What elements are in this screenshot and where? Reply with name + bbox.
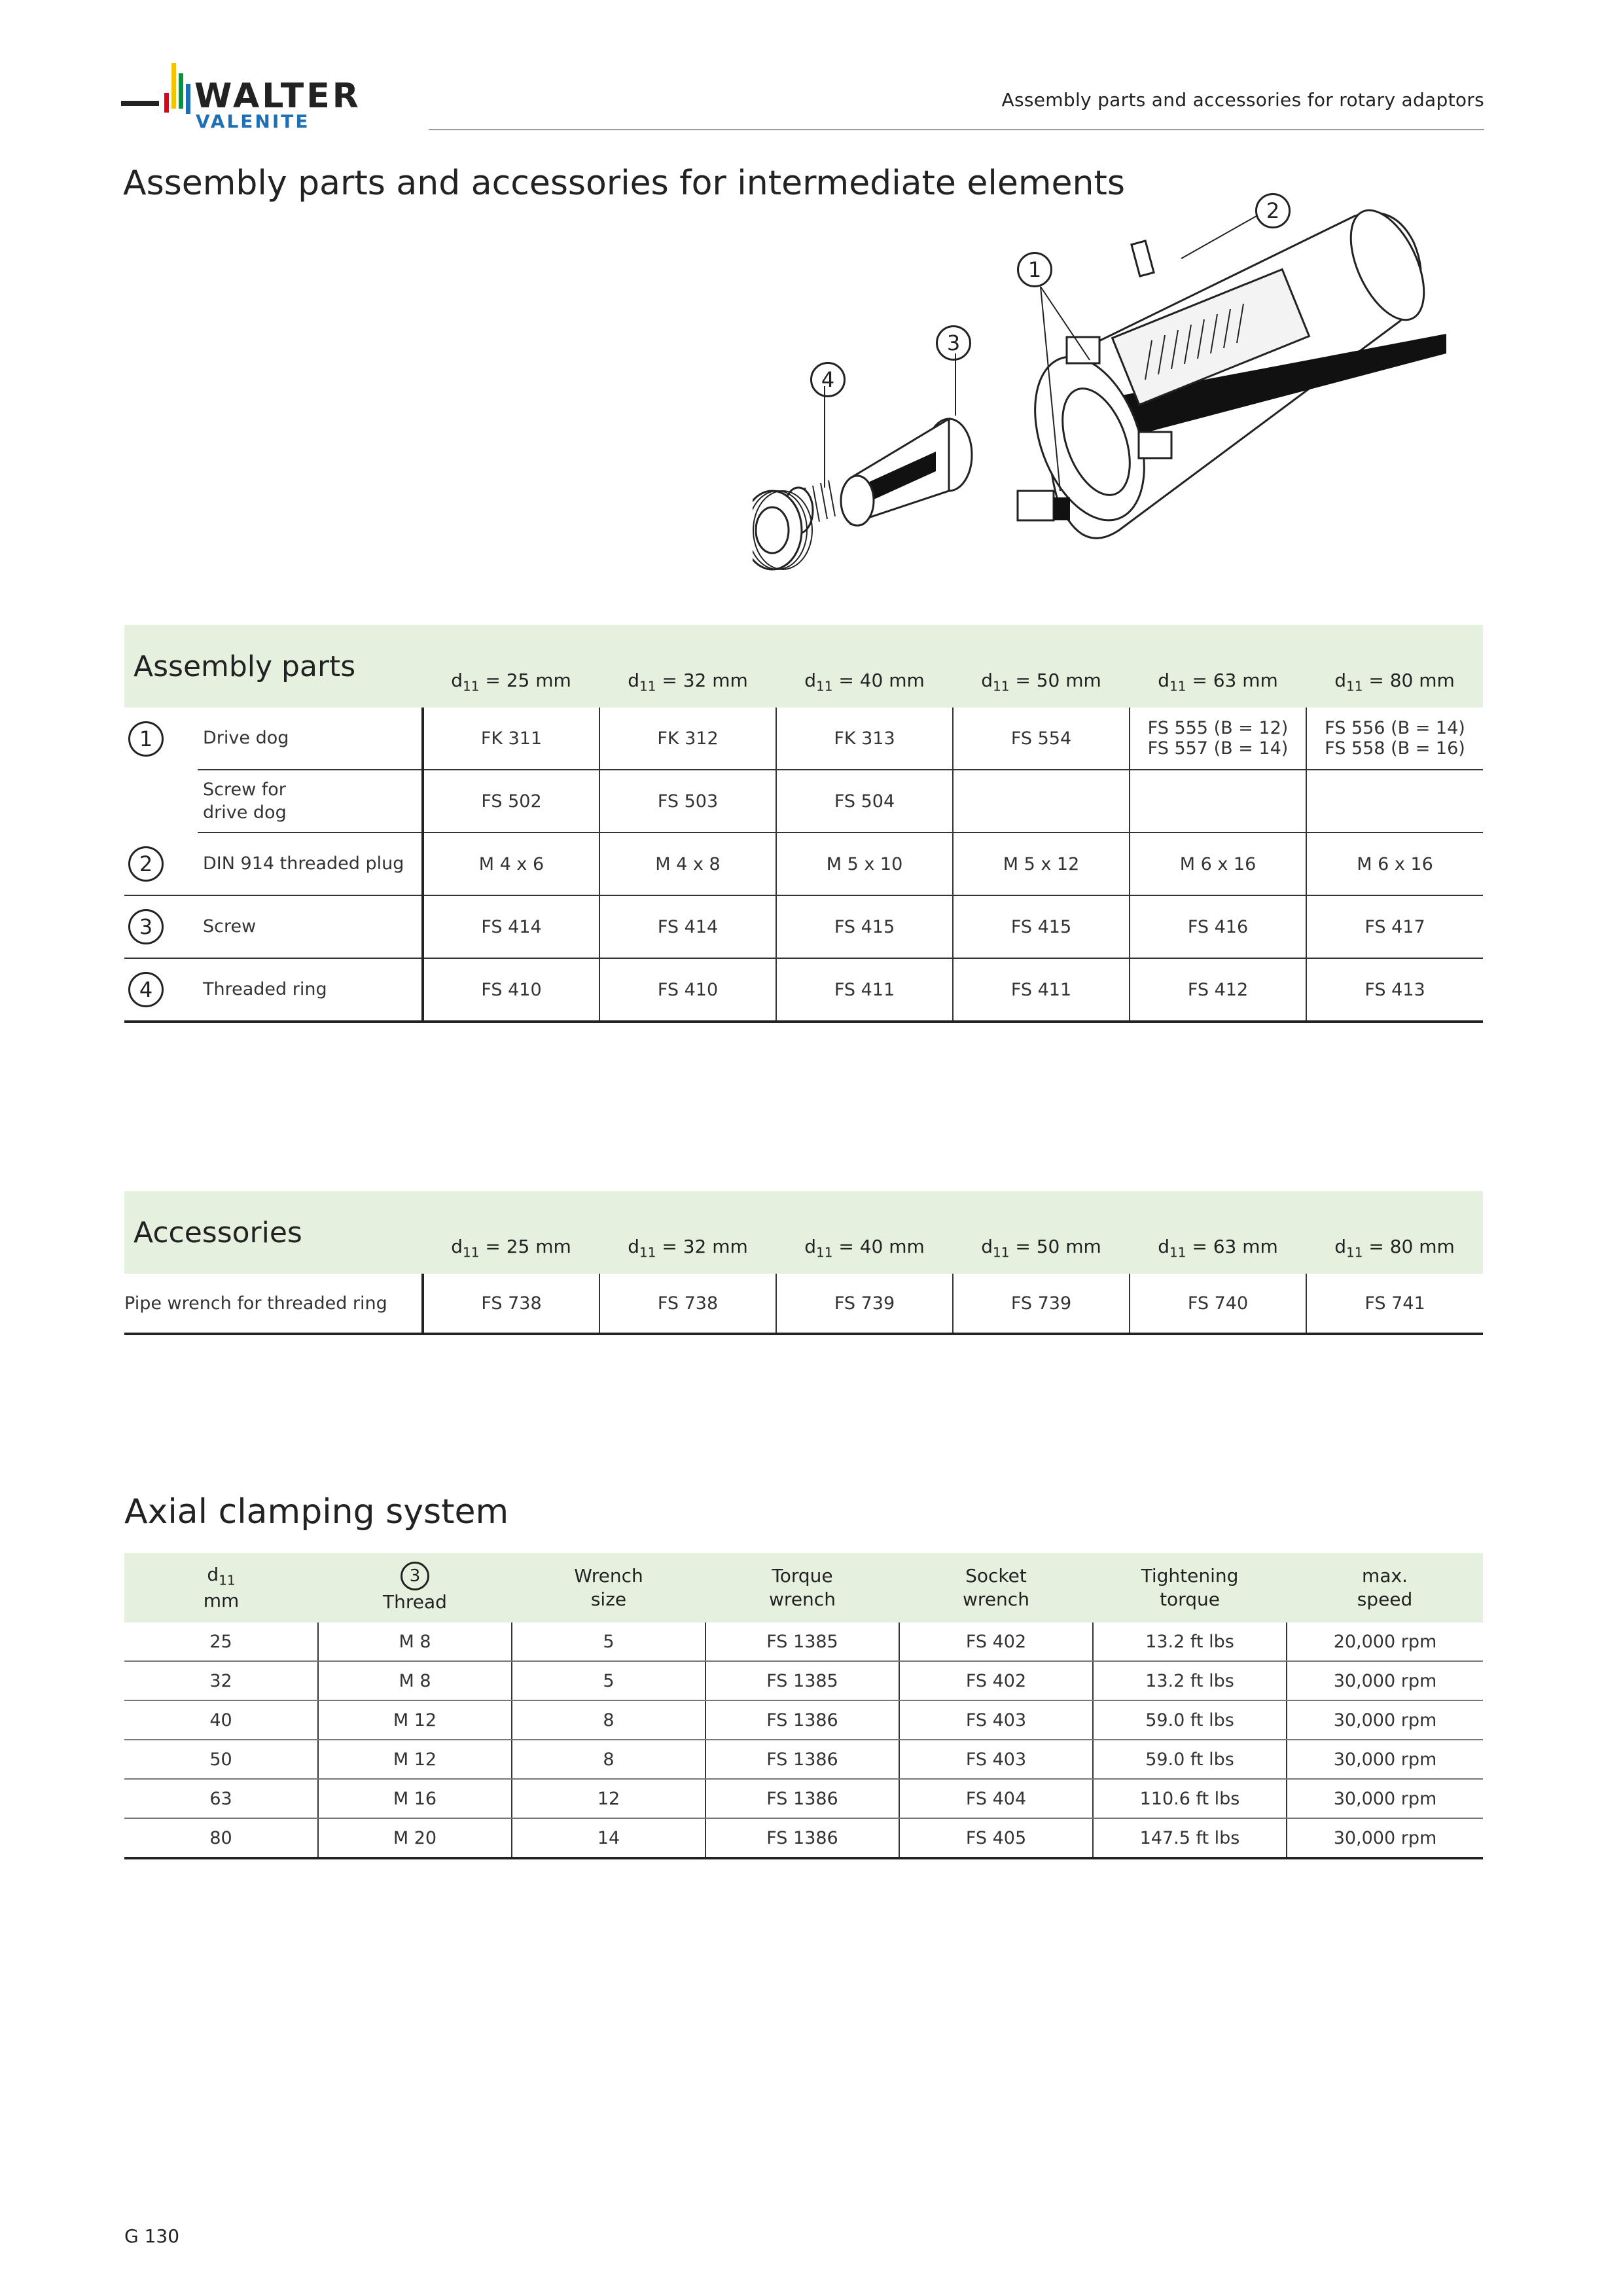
table-cell: 30,000 rpm <box>1287 1818 1483 1858</box>
col-header: $d_{11} = 25$ mm <box>423 1191 599 1274</box>
callout-4-icon: 4 <box>810 362 846 397</box>
table-cell: FS 504 <box>776 770 953 833</box>
col-header: $d_{11} = 80$ mm <box>1306 1191 1483 1274</box>
table-cell: 59.0 ft lbs <box>1093 1700 1287 1740</box>
table-cell: FS 502 <box>423 770 599 833</box>
exploded-assembly-illustration <box>753 190 1525 596</box>
col-header: $d_{11} = 63$ mm <box>1130 625 1306 708</box>
table-cell: 59.0 ft lbs <box>1093 1740 1287 1779</box>
table-cell: FS 739 <box>776 1274 953 1334</box>
table-cell: M 6 x 16 <box>1306 833 1483 895</box>
table-row <box>124 708 1483 770</box>
table-row <box>124 770 1483 833</box>
table-cell: 13.2 ft lbs <box>1093 1623 1287 1661</box>
callout-1-icon: 1 <box>1017 252 1052 287</box>
table-cell: 5 <box>512 1661 705 1700</box>
table-cell: 63 <box>124 1779 318 1818</box>
table-cell: FS 403 <box>899 1740 1093 1779</box>
col-header: Socket wrench <box>899 1553 1093 1623</box>
accessories-title: Accessories <box>124 1191 423 1274</box>
col-header: Wrench size <box>512 1553 705 1623</box>
table-cell: M 4 x 6 <box>423 833 599 895</box>
table-cell: 40 <box>124 1700 318 1740</box>
accessory-label: Pipe wrench for threaded ring <box>124 1274 423 1334</box>
table-cell: FS 740 <box>1130 1274 1306 1334</box>
table-cell: FS 556 (B = 14) FS 558 (B = 16) <box>1306 708 1483 770</box>
header-divider <box>429 129 1484 130</box>
callout-4-icon: 4 <box>128 972 164 1007</box>
col-header: $d_{11} = 40$ mm <box>776 1191 953 1274</box>
table-cell: FS 415 <box>776 895 953 958</box>
col-header: Torque wrench <box>705 1553 899 1623</box>
page-title: Assembly parts and accessories for intermediate elements <box>123 164 1125 203</box>
assembly-parts-table <box>124 625 1483 1023</box>
callout-3-icon: 3 <box>128 909 164 944</box>
table-cell: 32 <box>124 1661 318 1700</box>
part-label: Screw for drive dog <box>198 770 423 833</box>
table-cell: FS 410 <box>599 958 776 1022</box>
table-cell: FS 415 <box>953 895 1130 958</box>
table-cell: 25 <box>124 1623 318 1661</box>
table-cell: M 6 x 16 <box>1130 833 1306 895</box>
table-cell: M 8 <box>318 1623 512 1661</box>
table-cell: FS 410 <box>423 958 599 1022</box>
table-cell: 80 <box>124 1818 318 1858</box>
table-cell: M 4 x 8 <box>599 833 776 895</box>
col-header: max. speed <box>1287 1553 1483 1623</box>
col-header: $d_{11} = 40$ mm <box>776 625 953 708</box>
table-cell: FS 1385 <box>705 1661 899 1700</box>
col-header: $d_{11} = 32$ mm <box>599 1191 776 1274</box>
callout-2-icon: 2 <box>1255 193 1291 228</box>
table-cell: FS 1386 <box>705 1779 899 1818</box>
table-cell: 30,000 rpm <box>1287 1779 1483 1818</box>
axial-clamping-table <box>124 1553 1483 1859</box>
table-cell: FS 554 <box>953 708 1130 770</box>
assembly-header-row <box>124 625 1483 708</box>
table-cell: M 16 <box>318 1779 512 1818</box>
table-cell: FS 1385 <box>705 1623 899 1661</box>
table-cell: 30,000 rpm <box>1287 1661 1483 1700</box>
table-cell: FS 402 <box>899 1623 1093 1661</box>
walter-valenite-logo <box>121 60 402 132</box>
table-cell: FS 414 <box>423 895 599 958</box>
axial-header-row <box>124 1553 1483 1623</box>
table-cell: FS 738 <box>423 1274 599 1334</box>
col-header: $d_{11} = 25$ mm <box>423 625 599 708</box>
table-cell: 30,000 rpm <box>1287 1700 1483 1740</box>
table-cell: FS 404 <box>899 1779 1093 1818</box>
table-cell: FS 503 <box>599 770 776 833</box>
table-cell: 147.5 ft lbs <box>1093 1818 1287 1858</box>
table-cell: 5 <box>512 1623 705 1661</box>
table-cell <box>1130 770 1306 833</box>
part-label: Threaded ring <box>198 958 423 1022</box>
callout-2-icon: 2 <box>128 846 164 882</box>
table-row <box>124 1274 1483 1334</box>
col-header: $d_{11}$ mm <box>124 1553 318 1623</box>
table-cell: FS 412 <box>1130 958 1306 1022</box>
table-cell: M 12 <box>318 1740 512 1779</box>
accessories-table <box>124 1191 1483 1335</box>
table-cell: M 12 <box>318 1700 512 1740</box>
col-header: $d_{11} = 50$ mm <box>953 625 1130 708</box>
part-label: Drive dog <box>198 708 423 770</box>
table-cell: 12 <box>512 1779 705 1818</box>
table-row <box>124 1623 1483 1661</box>
table-cell: M 5 x 10 <box>776 833 953 895</box>
table-cell: 14 <box>512 1818 705 1858</box>
table-cell: FS 738 <box>599 1274 776 1334</box>
col-header: 3 Thread <box>318 1553 512 1623</box>
col-header: Tightening torque <box>1093 1553 1287 1623</box>
table-cell: FS 555 (B = 12) FS 557 (B = 14) <box>1130 708 1306 770</box>
part-label: Screw <box>198 895 423 958</box>
table-cell: 110.6 ft lbs <box>1093 1779 1287 1818</box>
table-cell: 30,000 rpm <box>1287 1740 1483 1779</box>
col-header: $d_{11} = 80$ mm <box>1306 625 1483 708</box>
page-number: G 130 <box>124 2225 180 2247</box>
table-row <box>124 1661 1483 1700</box>
table-cell: FS 1386 <box>705 1818 899 1858</box>
table-row <box>124 1779 1483 1818</box>
table-cell: FK 313 <box>776 708 953 770</box>
table-cell: FS 411 <box>776 958 953 1022</box>
table-cell: FS 1386 <box>705 1700 899 1740</box>
header-title: Assembly parts and accessories for rotary adaptors <box>1001 89 1484 111</box>
table-cell: 50 <box>124 1740 318 1779</box>
table-row <box>124 1700 1483 1740</box>
col-header: $d_{11} = 63$ mm <box>1130 1191 1306 1274</box>
table-row <box>124 1818 1483 1858</box>
svg-text:WALTER: WALTER <box>194 77 361 116</box>
assembly-title: Assembly parts <box>124 625 423 708</box>
table-cell: FS 741 <box>1306 1274 1483 1334</box>
table-cell: M 5 x 12 <box>953 833 1130 895</box>
table-cell: FS 411 <box>953 958 1130 1022</box>
table-cell <box>1306 770 1483 833</box>
table-cell <box>953 770 1130 833</box>
col-header: $d_{11} = 32$ mm <box>599 625 776 708</box>
axial-section-title: Axial clamping system <box>124 1492 509 1532</box>
table-cell: FS 402 <box>899 1661 1093 1700</box>
table-cell: FK 312 <box>599 708 776 770</box>
table-cell: 8 <box>512 1740 705 1779</box>
col-header: $d_{11} = 50$ mm <box>953 1191 1130 1274</box>
table-cell: M 8 <box>318 1661 512 1700</box>
callout-1-icon: 1 <box>128 721 164 757</box>
table-cell: FS 1386 <box>705 1740 899 1779</box>
table-cell: 8 <box>512 1700 705 1740</box>
table-cell: FS 414 <box>599 895 776 958</box>
table-cell: FS 405 <box>899 1818 1093 1858</box>
table-cell: FS 413 <box>1306 958 1483 1022</box>
table-cell: M 20 <box>318 1818 512 1858</box>
table-cell: 20,000 rpm <box>1287 1623 1483 1661</box>
table-cell: FS 739 <box>953 1274 1130 1334</box>
table-cell: 13.2 ft lbs <box>1093 1661 1287 1700</box>
table-row <box>124 1740 1483 1779</box>
table-row <box>124 895 1483 958</box>
callout-3-icon: 3 <box>401 1562 429 1590</box>
table-row <box>124 958 1483 1022</box>
table-row <box>124 833 1483 895</box>
accessories-header-row <box>124 1191 1483 1274</box>
table-cell: FS 403 <box>899 1700 1093 1740</box>
callout-3-icon: 3 <box>936 325 971 361</box>
table-cell: FS 417 <box>1306 895 1483 958</box>
table-cell: FK 311 <box>423 708 599 770</box>
table-cell: FS 416 <box>1130 895 1306 958</box>
svg-text:VALENITE: VALENITE <box>196 111 310 132</box>
part-label: DIN 914 threaded plug <box>198 833 423 895</box>
